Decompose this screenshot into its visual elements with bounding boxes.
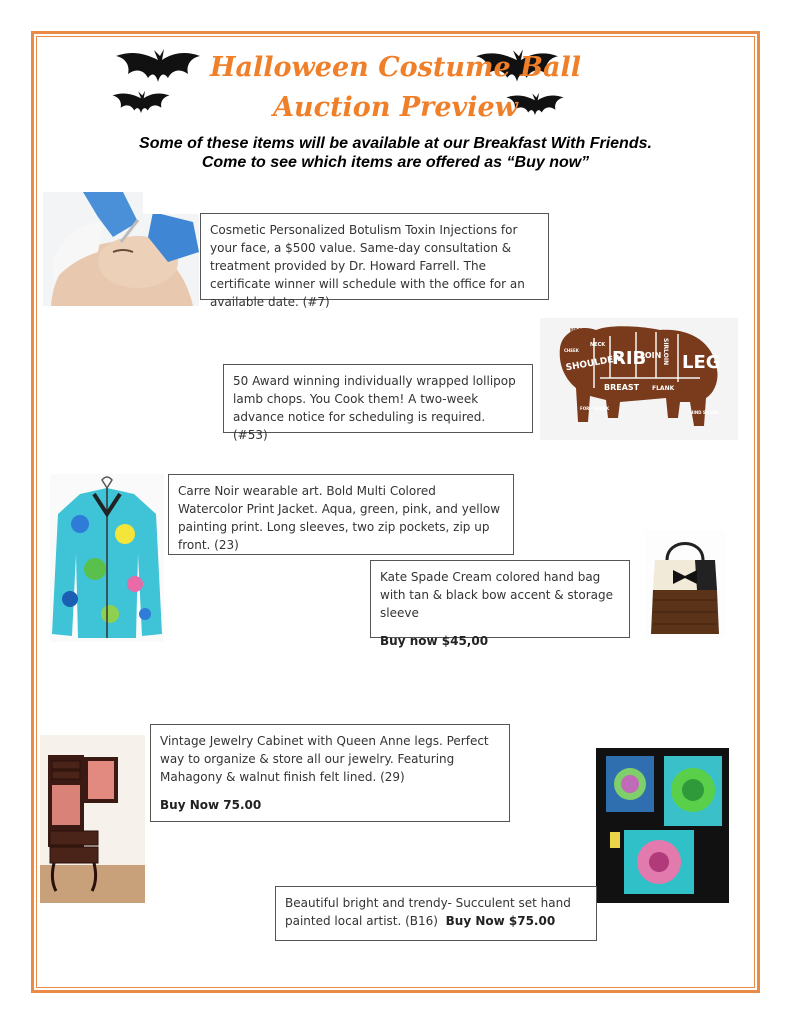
lamb-label-hind-shank: HIND SHANK	[690, 410, 719, 415]
jewelry-cabinet-photo	[40, 735, 145, 903]
item-card-succulent	[275, 886, 597, 941]
page-title: Halloween Costume Ball	[210, 52, 581, 83]
item-card-lamb	[223, 364, 533, 442]
lamb-cuts-diagram	[540, 318, 738, 440]
lamb-label-rib: RIB	[612, 348, 647, 369]
item-card-jacket	[168, 474, 514, 555]
page-subtitle-title: Auction Preview	[273, 92, 518, 123]
item-description: Cosmetic Personalized Botulism Toxin Injections for your face, a $500 value. Same-day consultation & treatment provided by Dr. Howard Farrell. The certificate winner will schedule with the office for an available date. (#7)	[210, 223, 525, 309]
lamb-label-sirloin: SIRLOIN	[662, 338, 669, 366]
item-card-jewelry-cabinet	[150, 724, 510, 822]
item-card-botox	[200, 213, 549, 309]
item-card-handbag	[370, 560, 630, 648]
buy-now-price: Buy now $45,00	[380, 634, 489, 648]
item-description: Vintage Jewelry Cabinet with Queen Anne legs. Perfect way to organize & store all our jewelry. Featuring Mahagony & walnut finish felt lined. (29)	[160, 734, 489, 784]
succulent-paintings-photo	[596, 748, 729, 903]
intro-line-1: Some of these items will be available at our Breakfast With Friends.	[139, 135, 652, 152]
lamb-label-cheek: CHEEK	[564, 348, 579, 353]
lamb-label-shoulder: SHOULDER	[564, 353, 622, 374]
buy-now-price: Buy Now $75.00	[445, 914, 556, 928]
lamb-label-fore-shank: FORE SHANK	[580, 406, 610, 411]
botox-photo	[43, 192, 199, 306]
lamb-label-head: HEAD	[570, 328, 586, 334]
lamb-label-neck: NECK	[590, 342, 606, 348]
lamb-label-breast: BREAST	[604, 383, 640, 392]
item-description: Carre Noir wearable art. Bold Multi Colored Watercolor Print Jacket. Aqua, green, pink, and yellow painting print. Long sleeves, two zip pockets, zip up front. (23)	[178, 484, 501, 552]
handbag-photo	[645, 530, 725, 638]
item-description: Kate Spade Cream colored hand bag with tan & black bow accent & storage sleeve	[380, 570, 613, 620]
buy-now-price: Buy Now 75.00	[160, 798, 262, 812]
lamb-label-loin: LOIN	[640, 351, 662, 360]
intro-line-2: Come to see which items are offered as “Buy now”	[201, 154, 590, 171]
lamb-label-flank: FLANK	[652, 385, 675, 392]
jacket-photo	[50, 474, 164, 642]
item-description: 50 Award winning individually wrapped lollipop lamb chops. You Cook them! A two-week advance notice for scheduling is required. (#53)	[233, 374, 516, 442]
item-description: Beautiful bright and trendy- Succulent set hand painted local artist. (B16)	[285, 896, 571, 928]
lamb-label-leg: LEG	[682, 352, 721, 373]
